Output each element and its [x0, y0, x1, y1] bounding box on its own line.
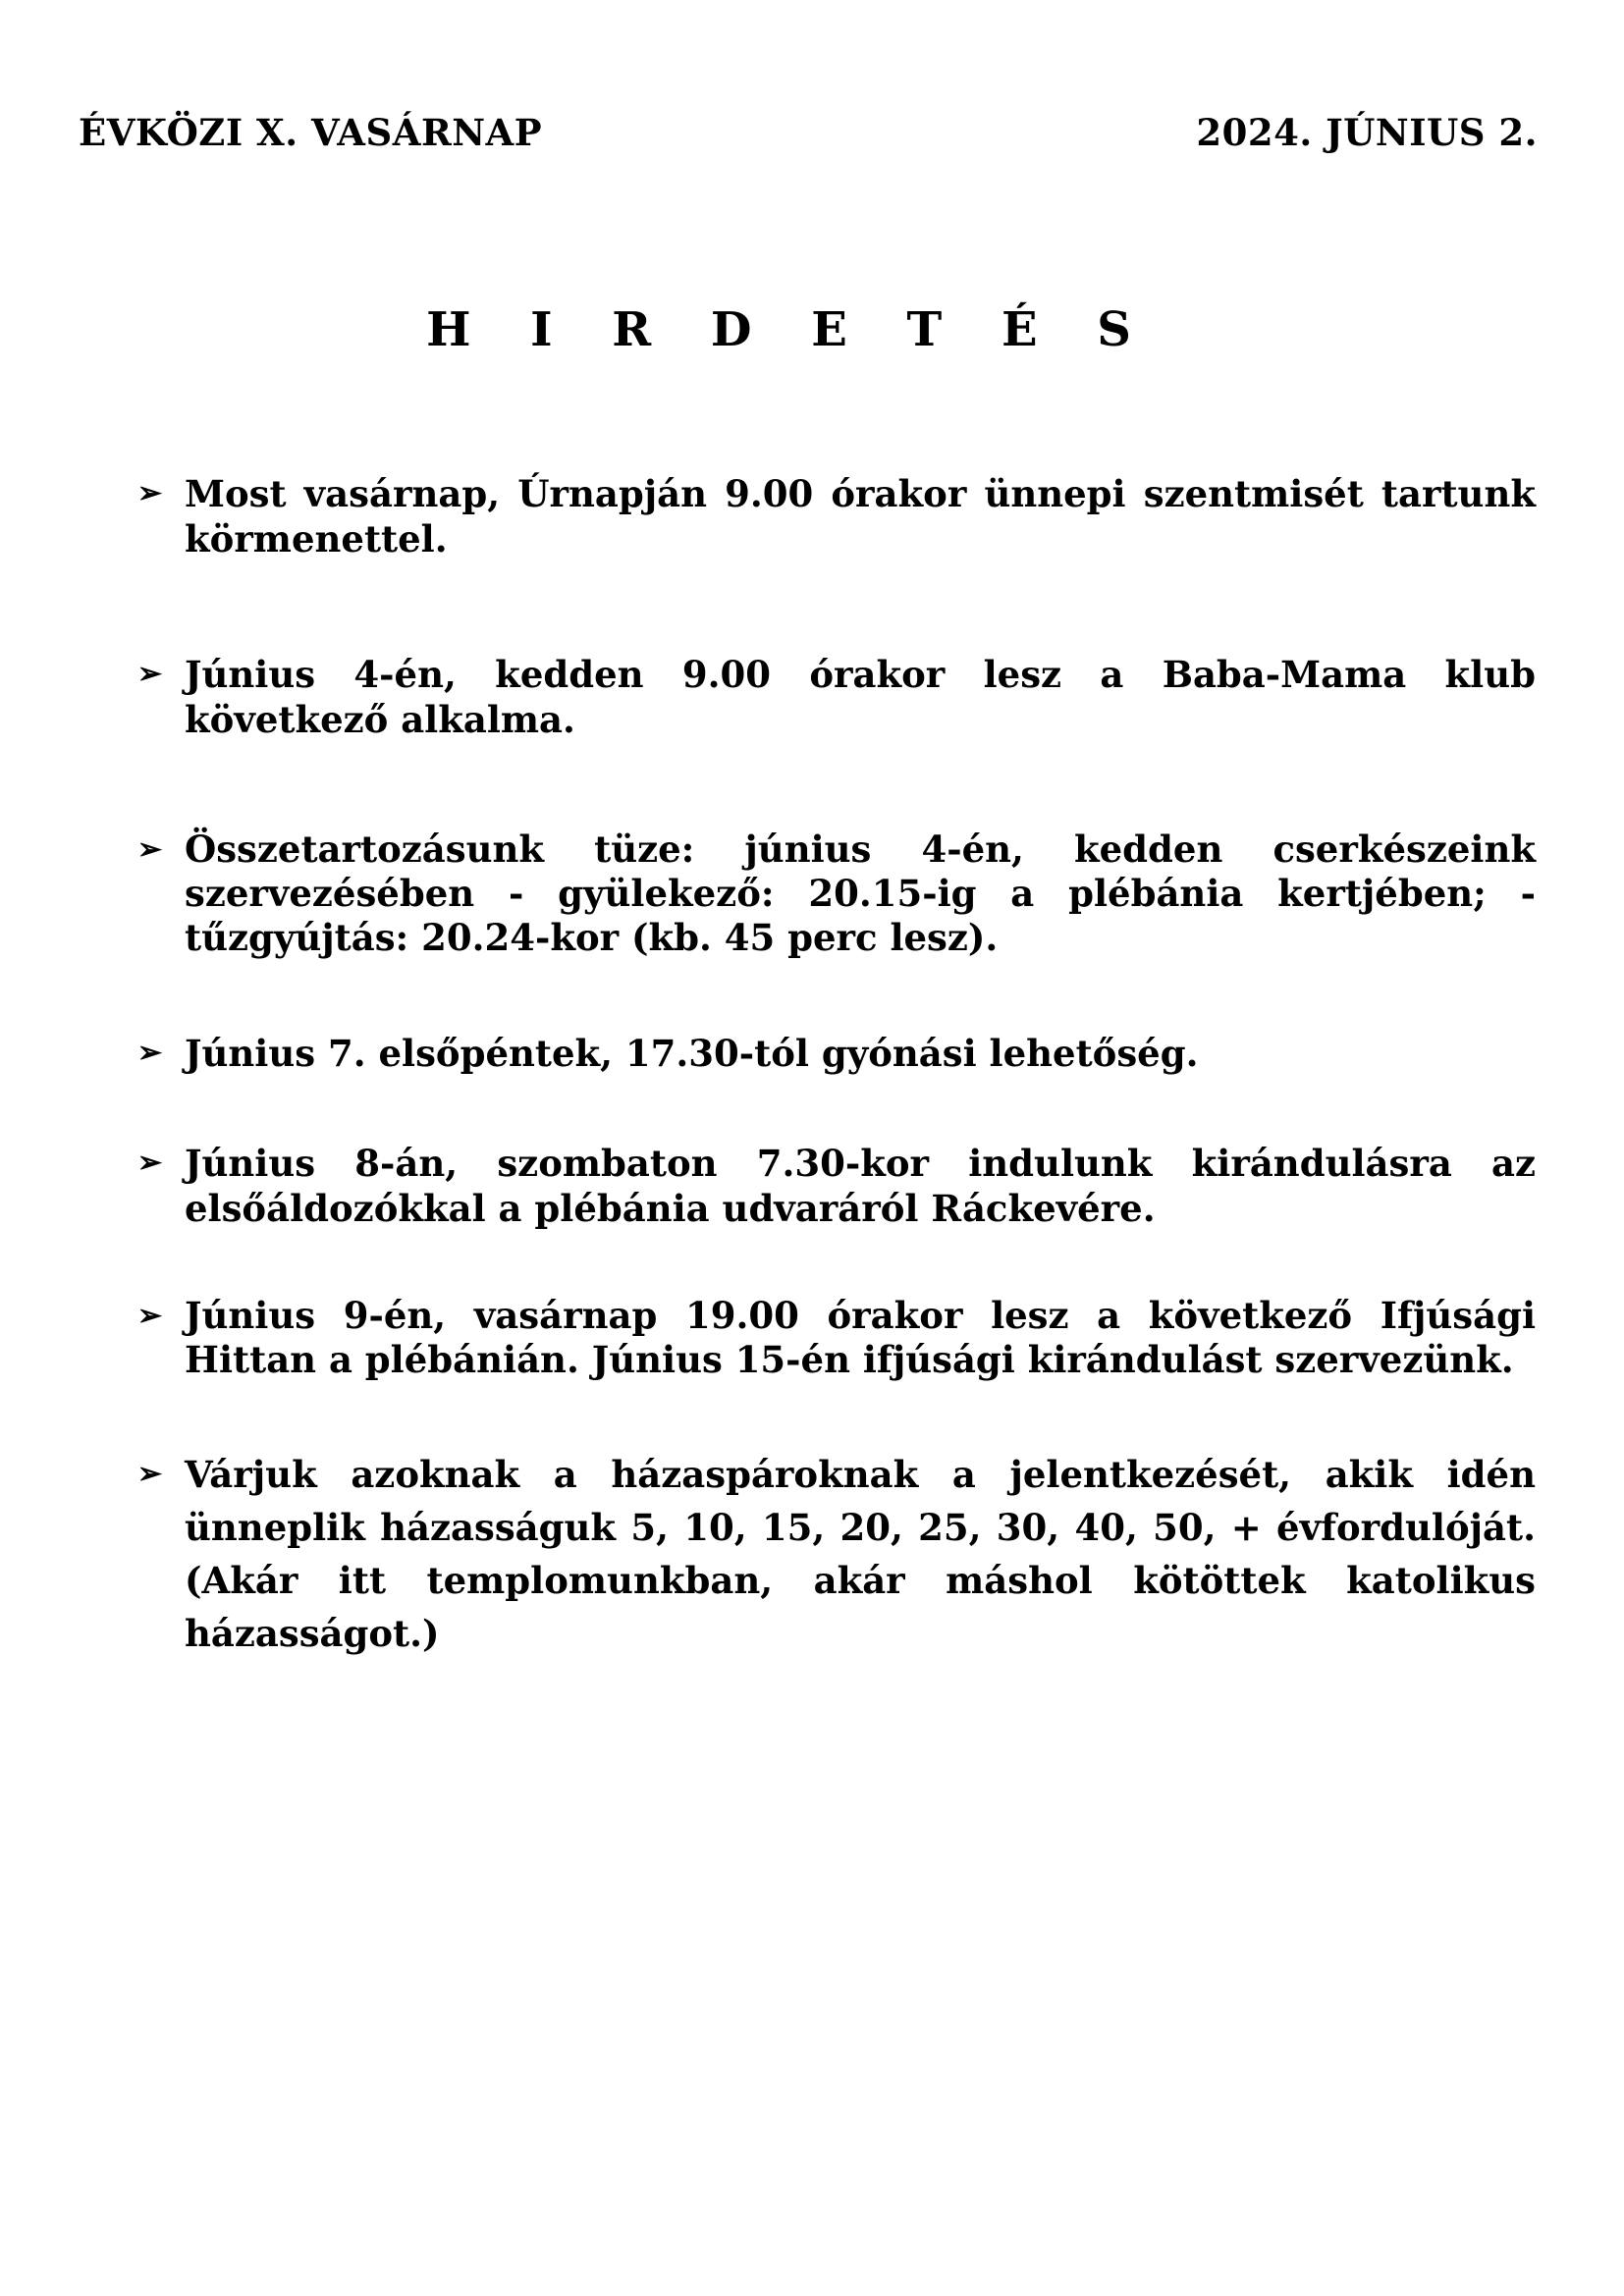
announcement-text: Összetartozásunk tüze: június 4-én, kedden cserkészeink szervezésében - gyülekező: 20.15-ig a plébánia kertjében; - tűzgyújtás: 20.24-kor (kb. 45 perc lesz).: [185, 828, 1536, 959]
date-heading: 2024. JÚNIUS 2.: [1196, 111, 1538, 154]
arrowhead-bullet-icon: ➢: [137, 1457, 163, 1491]
arrowhead-bullet-icon: ➢: [137, 1036, 163, 1070]
announcement-item: [137, 471, 1536, 561]
arrowhead-bullet-icon: ➢: [137, 832, 163, 867]
announcement-text: Június 4-én, kedden 9.00 órakor lesz a Baba-Mama klub következő alkalma.: [185, 653, 1536, 741]
announcement-text: Most vasárnap, Úrnapján 9.00 órakor ünnepi szentmisét tartunk körmenettel.: [185, 472, 1536, 561]
arrowhead-bullet-icon: ➢: [137, 1299, 163, 1333]
announcement-item: [137, 1141, 1536, 1231]
arrowhead-bullet-icon: ➢: [137, 657, 163, 691]
announcement-text: Június 9-én, vasárnap 19.00 órakor lesz a következő Ifjúsági Hittan a plébánián. Június 15-én ifjúsági kirándulást szervezünk.: [185, 1294, 1536, 1381]
announcement-item: [137, 828, 1536, 960]
announcement-item: [137, 1294, 1536, 1382]
arrowhead-bullet-icon: ➢: [137, 1146, 163, 1180]
arrowhead-bullet-icon: ➢: [137, 476, 163, 510]
announcement-item: [137, 1031, 1536, 1076]
announcement-item: [137, 1448, 1536, 1660]
liturgical-day-heading: ÉVKÖZI X. VASÁRNAP: [79, 111, 543, 154]
announcement-text: Várjuk azoknak a házaspároknak a jelentkezését, akik idén ünneplik házasságuk 5, 10, 15, 20, 25, 30, 40, 50, + évfordulóját. (Akár itt templomunkban, akár máshol kötöttek katolikus házasságot.): [185, 1453, 1536, 1655]
announcement-text: Június 8-án, szombaton 7.30-kor indulunk kirándulásra az elsőáldozókkal a plébánia udvaráról Ráckevére.: [185, 1142, 1536, 1230]
announcement-text: Június 7. elsőpéntek, 17.30-tól gyónási lehetőség.: [185, 1032, 1199, 1075]
announcement-item: [137, 652, 1536, 742]
page-title: H I R D E T É S: [426, 302, 1153, 357]
